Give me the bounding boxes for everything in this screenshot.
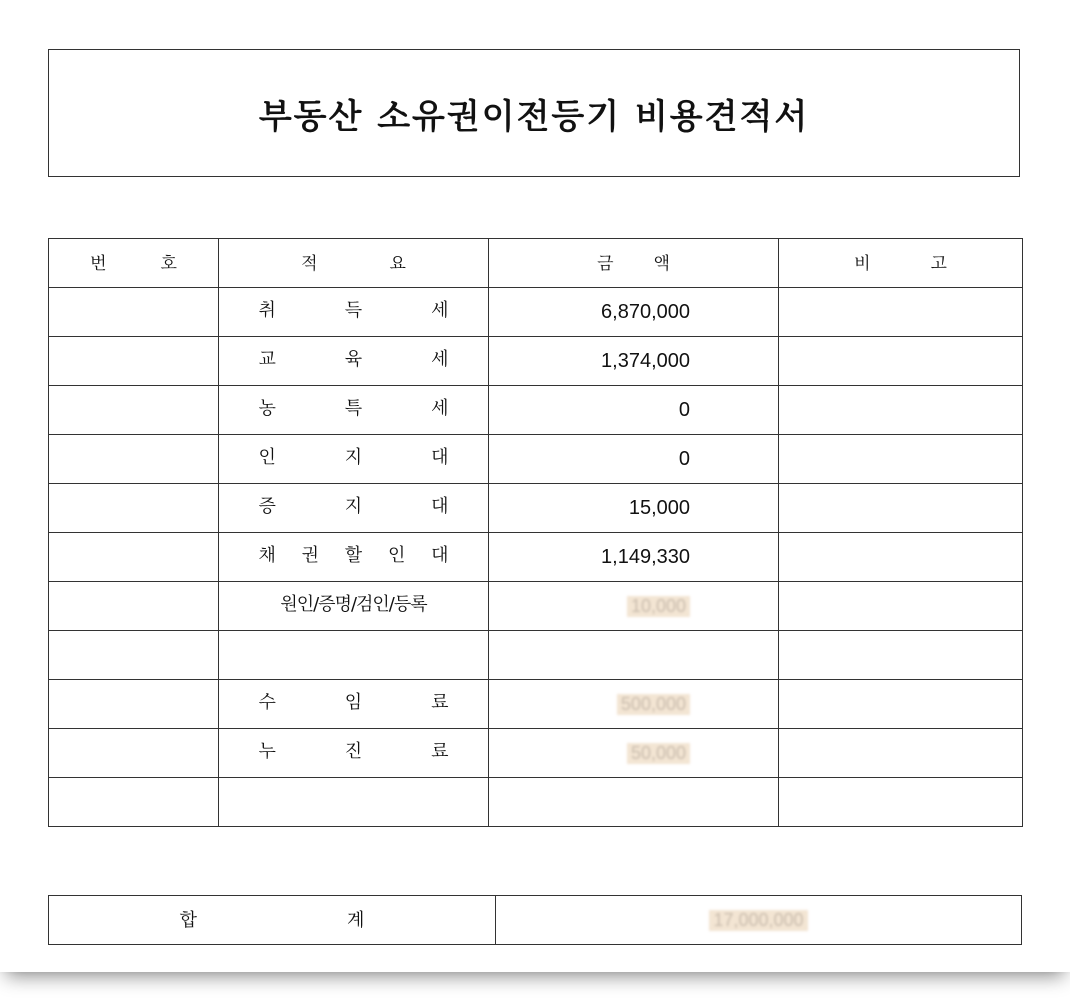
row-desc-cell xyxy=(219,631,489,680)
row-desc-cell xyxy=(219,288,489,337)
row-note xyxy=(779,729,1023,778)
row-amount-cell xyxy=(489,778,779,827)
row-desc-cell xyxy=(219,337,489,386)
header-no: 번 호 xyxy=(49,239,219,288)
row-note xyxy=(779,386,1023,435)
table-row xyxy=(49,680,1023,729)
row-no xyxy=(49,582,219,631)
row-amount-cell xyxy=(489,435,779,484)
row-note xyxy=(779,680,1023,729)
row-note xyxy=(779,582,1023,631)
row-desc: 원인/증명/검인/등록 xyxy=(280,594,427,615)
row-amount: 50,000 xyxy=(627,743,690,764)
row-desc-cell xyxy=(219,680,489,729)
row-note xyxy=(779,288,1023,337)
row-amount-cell xyxy=(489,631,779,680)
table-row xyxy=(49,631,1023,680)
cost-table xyxy=(48,238,1023,827)
row-no xyxy=(49,484,219,533)
table-row xyxy=(49,288,1023,337)
row-desc-cell xyxy=(219,729,489,778)
row-desc-cell xyxy=(219,484,489,533)
table-row xyxy=(49,484,1023,533)
row-no xyxy=(49,337,219,386)
row-desc-cell xyxy=(219,778,489,827)
row-amount: 0 xyxy=(678,398,690,421)
row-amount-cell xyxy=(489,337,779,386)
row-desc: 교 육 세 xyxy=(258,349,449,370)
row-desc: 인 지 대 xyxy=(258,447,449,468)
row-desc: 농 특 세 xyxy=(258,398,449,419)
row-amount: 10,000 xyxy=(627,596,690,617)
row-desc-cell xyxy=(219,386,489,435)
row-desc: 취 득 세 xyxy=(258,300,449,321)
table-row xyxy=(49,337,1023,386)
row-amount: 1,149,330 xyxy=(601,545,690,568)
header-amount: 금 액 xyxy=(489,239,779,288)
row-desc-cell xyxy=(219,435,489,484)
row-desc: 누 진 료 xyxy=(258,741,449,762)
row-amount-cell xyxy=(489,533,779,582)
total-label: 합 계 xyxy=(49,896,496,944)
table-row xyxy=(49,435,1023,484)
table-row xyxy=(49,533,1023,582)
table-row xyxy=(49,778,1023,827)
row-amount: 500,000 xyxy=(617,694,690,715)
row-no xyxy=(49,729,219,778)
row-no xyxy=(49,533,219,582)
row-no xyxy=(49,386,219,435)
total-box xyxy=(48,895,1022,945)
row-desc-cell xyxy=(219,582,489,631)
row-amount: 0 xyxy=(678,447,690,470)
row-no xyxy=(49,435,219,484)
header-note: 비 고 xyxy=(779,239,1023,288)
document-title: 부동산 소유권이전등기 비용견적서 xyxy=(258,96,810,137)
row-amount-cell xyxy=(489,288,779,337)
row-no xyxy=(49,778,219,827)
row-amount: 15,000 xyxy=(628,496,690,519)
row-note xyxy=(779,778,1023,827)
row-desc: 채 권 할 인 대 xyxy=(258,545,449,566)
row-desc: 증 지 대 xyxy=(258,496,449,517)
row-amount-cell xyxy=(489,484,779,533)
row-amount: 6,870,000 xyxy=(601,300,690,323)
table-row xyxy=(49,386,1023,435)
header-desc: 적 요 xyxy=(219,239,489,288)
table-row xyxy=(49,729,1023,778)
row-note xyxy=(779,337,1023,386)
row-desc-cell xyxy=(219,533,489,582)
row-desc: 수 임 료 xyxy=(258,692,449,713)
row-no xyxy=(49,631,219,680)
row-amount-cell xyxy=(489,729,779,778)
total-amount: 17,000,000 xyxy=(709,910,807,931)
row-amount-cell xyxy=(489,582,779,631)
row-note xyxy=(779,435,1023,484)
title-box xyxy=(48,49,1020,177)
row-amount: 1,374,000 xyxy=(601,349,690,372)
row-no xyxy=(49,680,219,729)
row-amount-cell xyxy=(489,680,779,729)
row-note xyxy=(779,533,1023,582)
table-row xyxy=(49,582,1023,631)
row-amount-cell xyxy=(489,386,779,435)
row-note xyxy=(779,631,1023,680)
total-amount-cell xyxy=(496,896,1021,944)
row-no xyxy=(49,288,219,337)
table-header-row xyxy=(49,239,1023,288)
row-note xyxy=(779,484,1023,533)
